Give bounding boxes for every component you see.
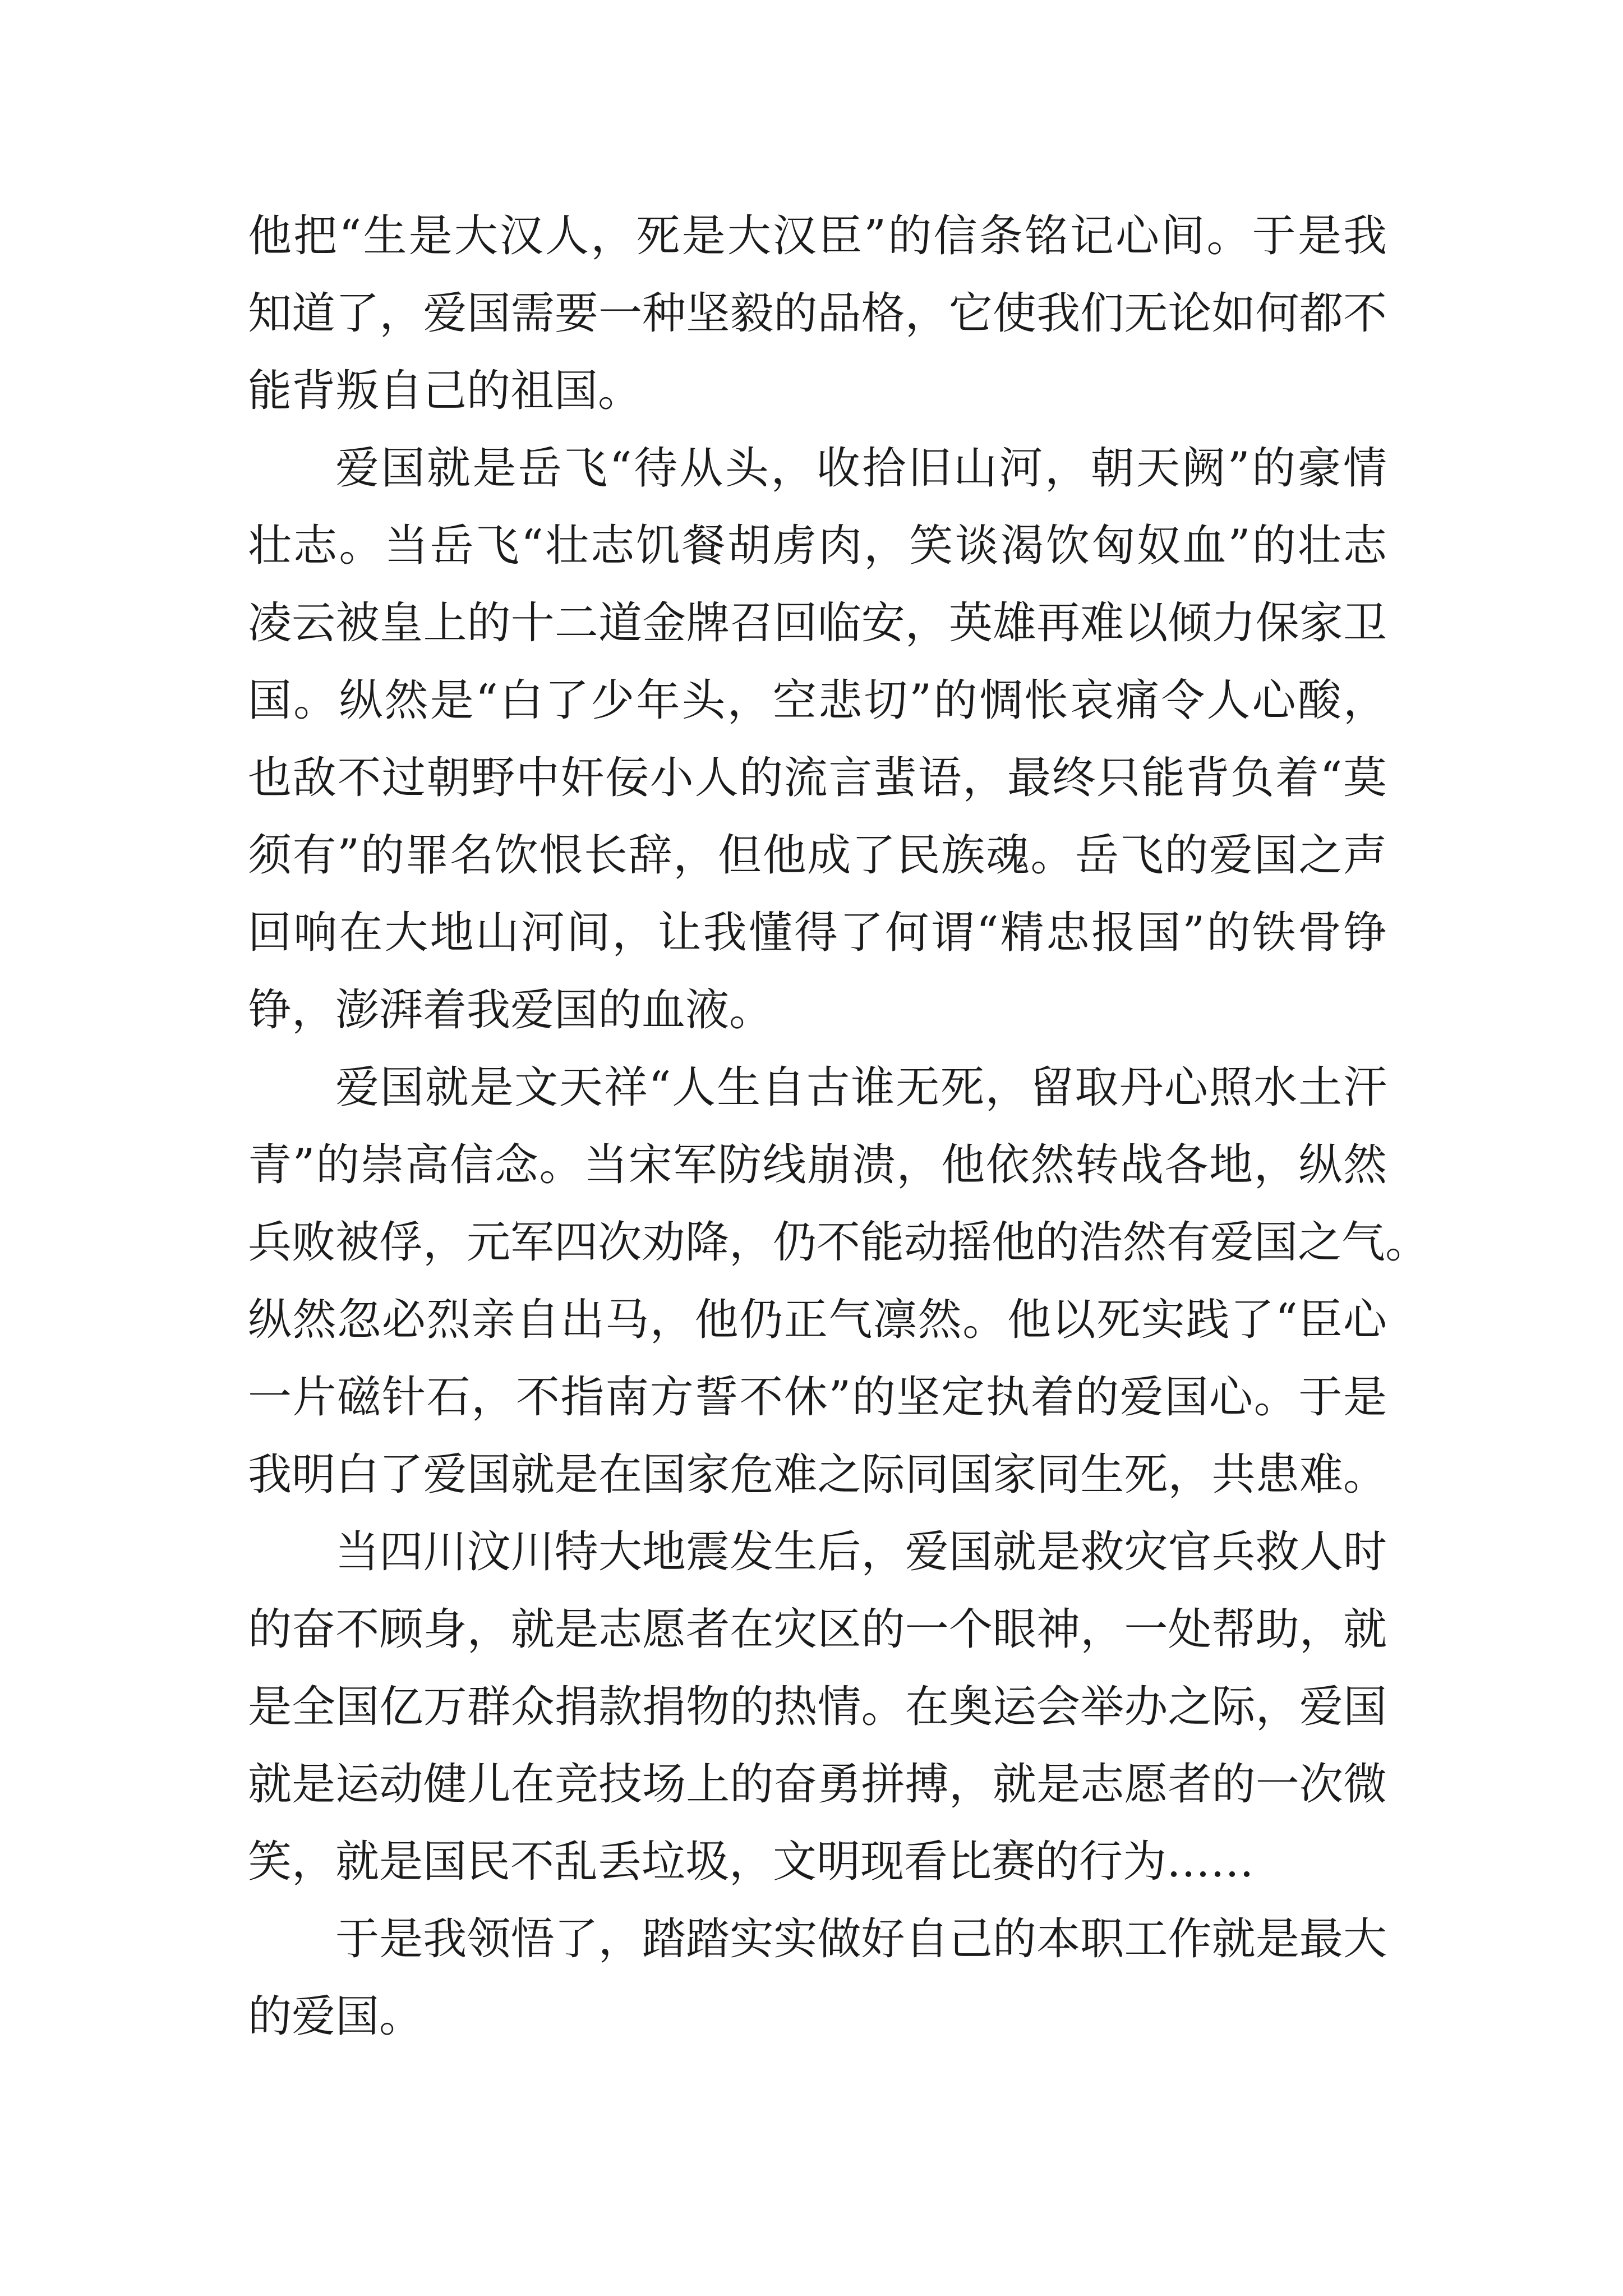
text-line: 国。纵然是“白了少年头，空悲切”的惆怅哀痛令人心酸， (248, 675, 1387, 726)
text-line: 就是运动健儿在竞技场上的奋勇拼搏，就是志愿者的一次微 (248, 1759, 1387, 1810)
text-line: 须有”的罪名饮恨长辞，但他成了民族魂。岳飞的爱国之声 (248, 830, 1387, 881)
paragraph (248, 1513, 1387, 1901)
text-line: 当四川汶川特大地震发生后，爱国就是救灾官兵救人时 (335, 1527, 1387, 1577)
paragraph (248, 430, 1387, 1049)
paragraph (248, 1049, 1430, 1513)
text-line: 他把“生是大汉人，死是大汉臣”的信条铭记心间。于是我 (248, 211, 1387, 261)
text-line: 壮志。当岳飞“壮志饥餐胡虏肉，笑谈渴饮匈奴血”的壮志 (248, 521, 1387, 571)
text-line: 凌云被皇上的十二道金牌召回临安，英雄再难以倾力保家卫 (248, 598, 1387, 648)
text-line: 一片磁针石，不指南方誓不休”的坚定执着的爱国心。于是 (248, 1372, 1387, 1423)
text-line: 青”的崇高信念。当宋军防线崩溃，他依然转战各地，纵然 (248, 1140, 1387, 1190)
text-line: 知道了，爱国需要一种坚毅的品格，它使我们无论如何都不 (248, 288, 1387, 339)
text-line: 的爱国。 (248, 1991, 423, 2042)
text-line: 爱国就是文天祥“人生自古谁无死，留取丹心照水土汗 (335, 1062, 1387, 1113)
paragraph (248, 197, 1387, 430)
text-line: 笑，就是国民不乱丢垃圾，文明现看比赛的行为…… (248, 1837, 1255, 1887)
text-line: 是全国亿万群众捐款捐物的热情。在奥运会举办之际，爱国 (248, 1682, 1387, 1732)
paragraph (248, 1901, 1387, 2055)
text-line: 的奋不顾身，就是志愿者在灾区的一个眼神，一处帮助，就 (248, 1604, 1387, 1655)
text-line: 纵然忽必烈亲自出马，他仍正气凛然。他以死实践了“臣心 (248, 1295, 1387, 1345)
text-line: 爱国就是岳飞“待从头，收拾旧山河，朝天阙”的豪情 (335, 443, 1387, 494)
text-line: 回响在大地山河间，让我懂得了何谓“精忠报国”的铁骨铮 (248, 908, 1387, 958)
text-line: 兵败被俘，元军四次劝降，仍不能动摇他的浩然有爱国之气。 (248, 1217, 1430, 1268)
text-line: 于是我领悟了，踏踏实实做好自己的本职工作就是最大 (335, 1914, 1387, 1964)
text-line: 能背叛自己的祖国。 (248, 366, 642, 416)
text-line: 也敌不过朝野中奸佞小人的流言蜚语，最终只能背负着“莫 (248, 753, 1387, 803)
text-line: 我明白了爱国就是在国家危难之际同国家同生死，共患难。 (248, 1450, 1387, 1500)
document-body (248, 197, 1430, 2055)
text-line: 铮，澎湃着我爱国的血液。 (248, 985, 773, 1036)
